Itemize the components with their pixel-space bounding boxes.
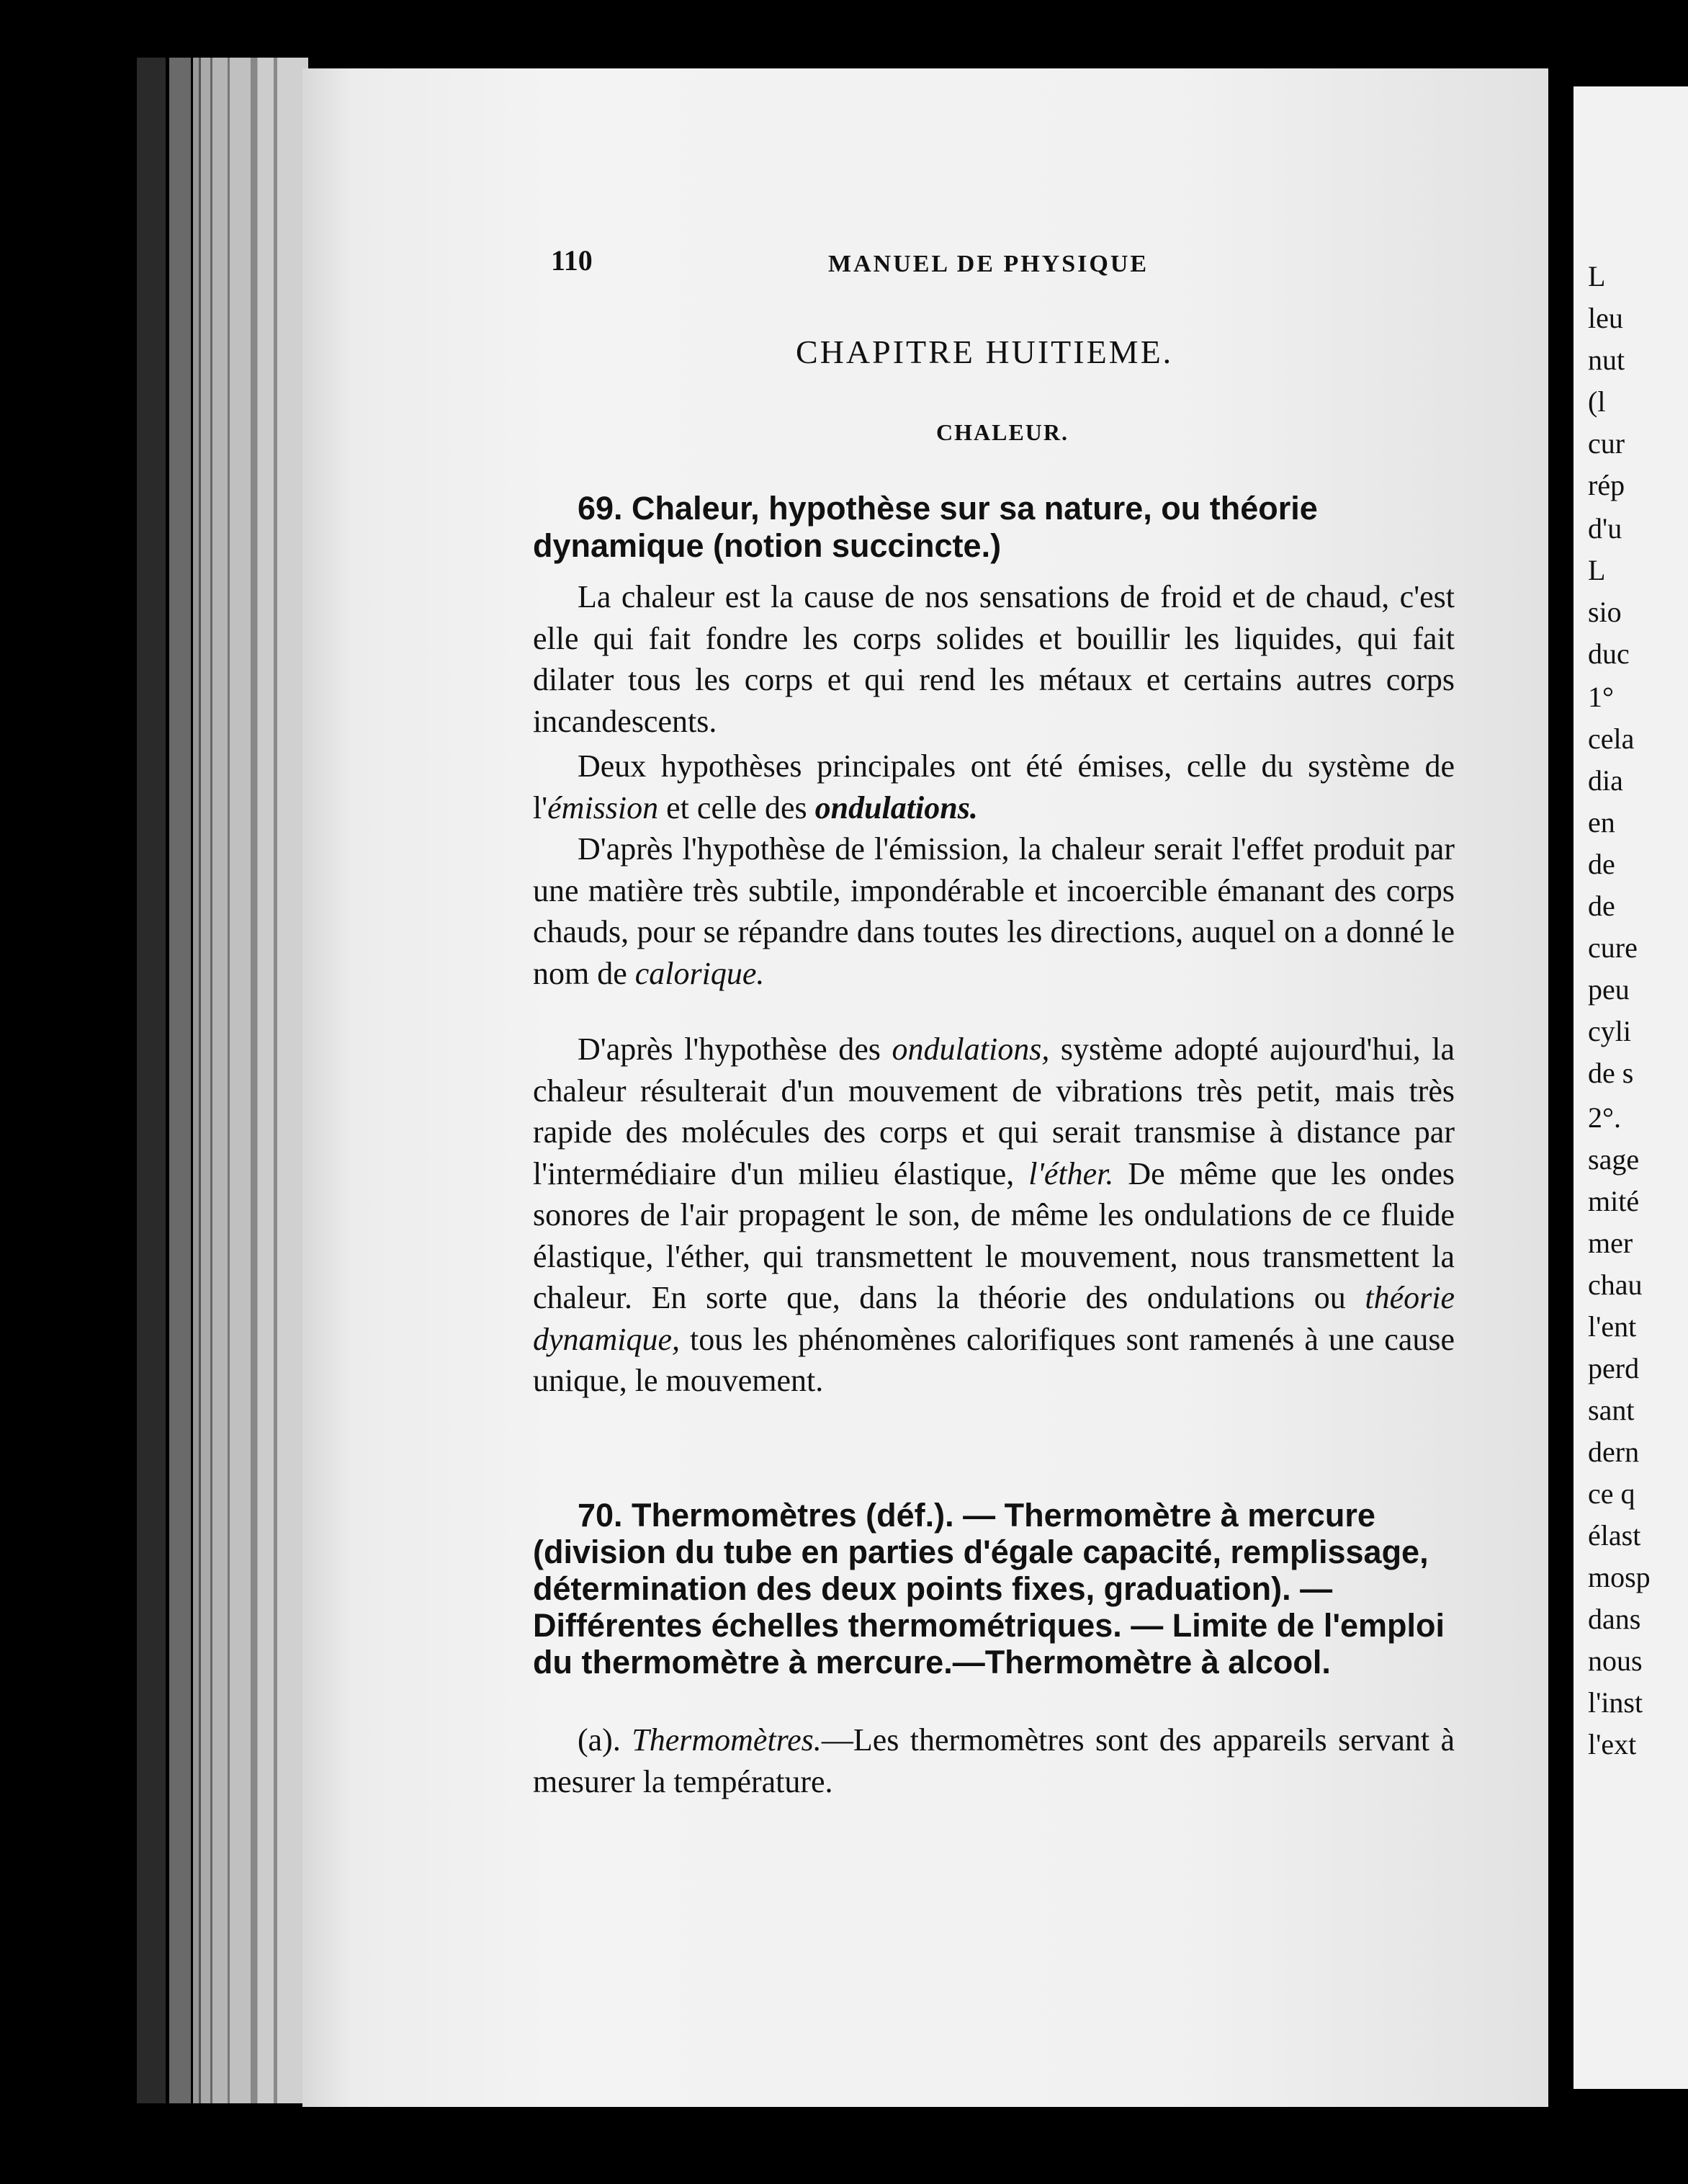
facing-page-text-fragment: cyli: [1588, 1015, 1631, 1047]
facing-page-text-fragment: mosp: [1588, 1561, 1651, 1593]
facing-page-text-fragment: mité: [1588, 1185, 1640, 1217]
facing-page-text-fragment: sant: [1588, 1394, 1635, 1426]
chapter-title: CHAPITRE HUITIEME.: [796, 334, 1174, 370]
facing-page-fragment: [1573, 86, 1688, 2089]
page-number: 110: [551, 244, 593, 277]
facing-page-text-fragment: L: [1588, 260, 1606, 292]
book-edge: [169, 58, 191, 2103]
facing-page-text-fragment: l'inst: [1588, 1686, 1643, 1719]
facing-page-text-fragment: dern: [1588, 1436, 1640, 1468]
facing-page-text-fragment: dia: [1588, 764, 1623, 797]
facing-page-text-fragment: l'ext: [1588, 1728, 1637, 1760]
facing-page-text-fragment: sage: [1588, 1143, 1640, 1176]
facing-page-text-fragment: nut: [1588, 344, 1625, 376]
facing-page-text-fragment: leu: [1588, 302, 1623, 334]
facing-page-text-fragment: 2°.: [1588, 1101, 1621, 1134]
book-edge: [137, 58, 166, 2103]
facing-page-text-fragment: d'u: [1588, 512, 1622, 545]
facing-page-text-fragment: duc: [1588, 637, 1630, 670]
facing-page-text-fragment: sio: [1588, 596, 1622, 628]
section-title: CHALEUR.: [936, 419, 1069, 445]
facing-page-text-fragment: cela: [1588, 722, 1635, 755]
running-title: MANUEL DE PHYSIQUE: [828, 251, 1149, 277]
facing-page-text-fragment: peu: [1588, 973, 1630, 1006]
paragraph: D'après l'hypothèse des ondulations, système adopté aujourd'hui, la chaleur résulterait d'un mouvement de vibrations très petit, mais très rapide des molécules des corps et qui serait transmise à distance par l'intermédiaire d'un milieu élastique, l'éther. De même que les ondes sonores de l'air propagent le son, de même les ondulations de ce fluide élastique, l'éther, qui transmettent le mouvement, nous transmettent la chaleur. En sorte que, dans la théorie des ondulations ou théorie dynamique, tous les phénomènes calorifiques sont ramenés à une cause unique, le mouvement.: [533, 1031, 1455, 1398]
book-page-edges: [251, 58, 308, 2103]
facing-page-text-fragment: ce q: [1588, 1477, 1635, 1510]
heading-69: 69. Chaleur, hypothèse sur sa nature, ou théorie dynamique (notion succincte.): [533, 490, 1318, 564]
facing-page-text-fragment: en: [1588, 806, 1615, 838]
facing-page-text-fragment: perd: [1588, 1352, 1640, 1384]
facing-page-text-fragment: cure: [1588, 931, 1638, 964]
book-page-edges: [193, 58, 251, 2103]
facing-page-text-fragment: nous: [1588, 1644, 1643, 1677]
facing-page-text-fragment: (l: [1588, 385, 1606, 418]
paragraph: La chaleur est la cause de nos sensations de froid et de chaud, c'est elle qui fait fondre les corps solides et bouillir les liquides, qui fait dilater tous les corps et qui rend les métaux et certains autres corps incandescents.: [533, 579, 1455, 739]
facing-page-text-fragment: 1°: [1588, 681, 1614, 713]
facing-page-text-fragment: de: [1588, 848, 1615, 880]
facing-page-text-fragment: de s: [1588, 1057, 1634, 1089]
paragraph: Deux hypothèses principales ont été émises, celle du système de l'émission et celle des ondulations.: [533, 748, 1455, 825]
facing-page-text-fragment: cur: [1588, 427, 1625, 460]
facing-page-text-fragment: de: [1588, 890, 1615, 922]
facing-page-text-fragment: L: [1588, 554, 1606, 586]
facing-page-text-fragment: rép: [1588, 469, 1625, 501]
facing-page-text-fragment: élast: [1588, 1519, 1641, 1552]
facing-page-text-fragment: chau: [1588, 1268, 1643, 1301]
facing-page-text-fragment: l'ent: [1588, 1310, 1637, 1343]
heading-70: 70. Thermomètres (déf.). — Thermomètre à mercure (division du tube en parties d'égale capacité, remplissage, détermination des deux points fixes, graduation). — Différentes échelles thermométriques. — Limite de l'emploi du thermomètre à mercure.—Thermomètre à alcool.: [533, 1497, 1445, 1680]
facing-page-text-fragment: mer: [1588, 1227, 1633, 1259]
paragraph: (a). Thermomètres.—Les thermomètres sont des appareils servant à mesurer la température.: [533, 1722, 1455, 1799]
facing-page-text-fragment: dans: [1588, 1603, 1641, 1635]
paragraph: D'après l'hypothèse de l'émission, la chaleur serait l'effet produit par une matière très subtile, impondérable et incoercible émanant des corps chauds, pour se répandre dans toutes les directions, auquel on a donné le nom de calorique.: [533, 831, 1455, 991]
